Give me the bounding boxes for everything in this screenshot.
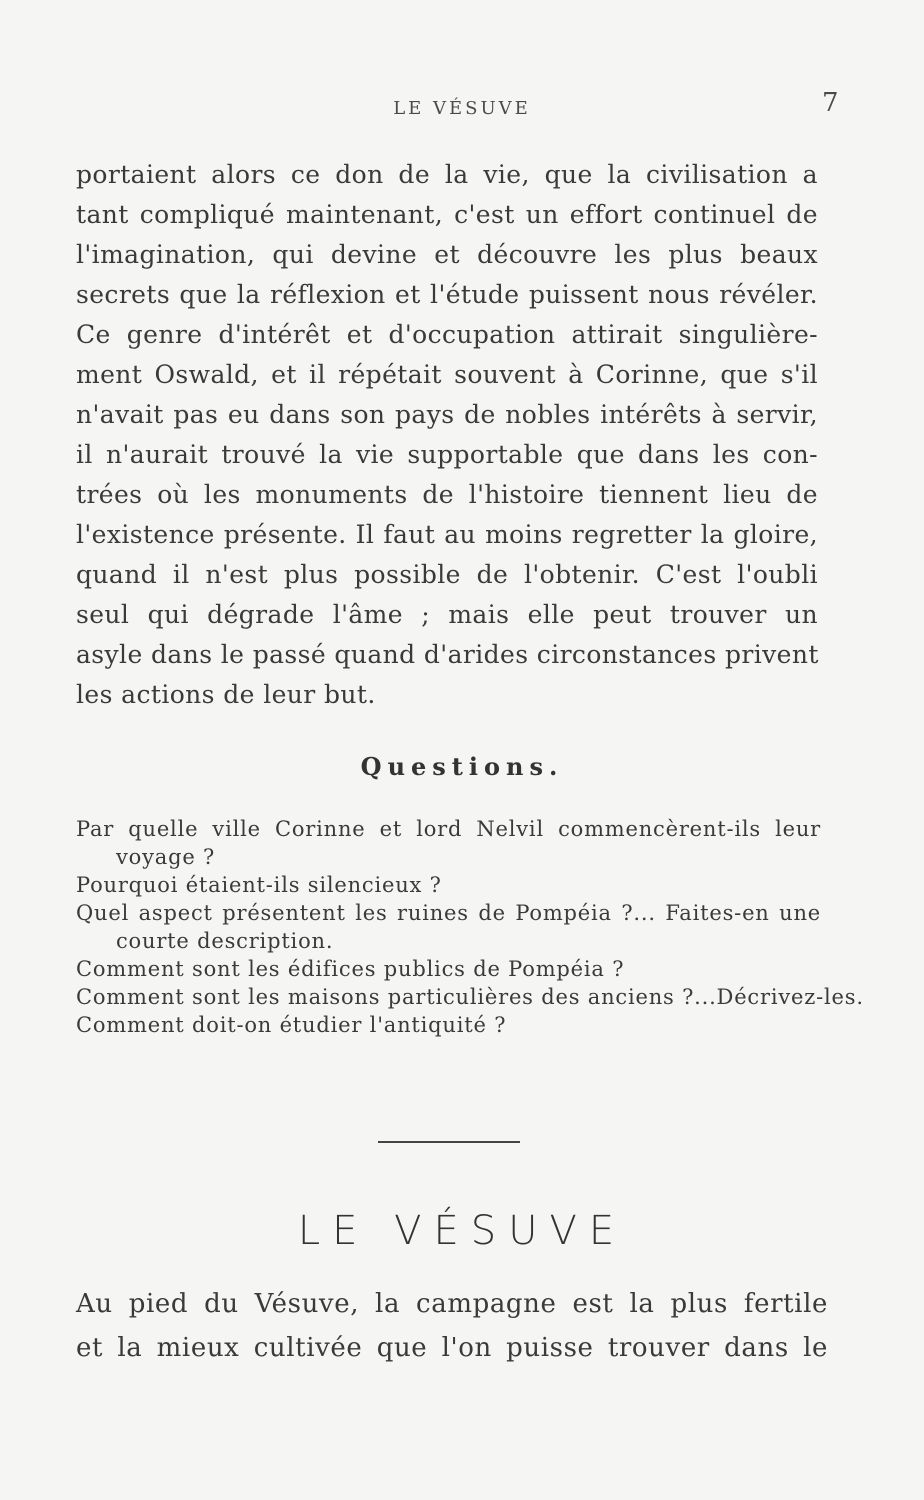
text-line: seul qui dégrade l'âme ; mais elle peut trouver un (76, 600, 818, 629)
question-line: Pourquoi étaient-ils silencieux ? (76, 873, 442, 897)
text-line: l'existence présente. Il faut au moins regretter la gloire, (76, 520, 818, 549)
running-head: LE VÉSUVE (393, 98, 531, 119)
text-line: il n'aurait trouvé la vie supportable que dans les con- (76, 440, 818, 469)
question-line: Comment sont les édifices publics de Pompéia ? (76, 957, 625, 981)
text-line: et la mieux cultivée que l'on puisse trouver dans le (76, 1333, 828, 1363)
questions-heading: Questions. (360, 752, 564, 781)
text-line: quand il n'est plus possible de l'obtenir. C'est l'oubli (76, 560, 818, 589)
text-line: l'imagination, qui devine et découvre les plus beaux (76, 240, 818, 269)
question-line: courte description. (116, 929, 334, 953)
question-line: Par quelle ville Corinne et lord Nelvil commencèrent-ils leur (76, 817, 821, 841)
text-line: Au pied du Vésuve, la campagne est la plus fertile (76, 1289, 828, 1319)
text-line: trées où les monuments de l'histoire tiennent lieu de (76, 480, 818, 509)
text-line: asyle dans le passé quand d'arides circonstances privent (76, 640, 819, 669)
questions-list (76, 815, 864, 1039)
text-line: n'avait pas eu dans son pays de nobles intérêts à servir, (76, 400, 818, 429)
chapter-paragraph (76, 1282, 828, 1370)
text-line: ment Oswald, et il répétait souvent à Corinne, que s'il (76, 360, 818, 389)
question-line: voyage ? (116, 845, 216, 869)
chapter-title: LE VÉSUVE (297, 1208, 627, 1254)
section-divider (378, 1141, 520, 1143)
text-line: Ce genre d'intérêt et d'occupation attirait singulière- (76, 320, 818, 349)
body-paragraph (76, 155, 818, 715)
page-number: 7 (822, 88, 839, 118)
question-line: Quel aspect présentent les ruines de Pompéia ?... Faites-en une (76, 901, 821, 925)
text-line: portaient alors ce don de la vie, que la civilisation a (76, 160, 818, 189)
text-line: secrets que la réflexion et l'étude puissent nous révéler. (76, 280, 818, 309)
question-line: Comment sont les maisons particulières des anciens ?...Décrivez-les. (76, 985, 864, 1009)
text-line: tant compliqué maintenant, c'est un effort continuel de (76, 200, 818, 229)
text-line: les actions de leur but. (76, 680, 376, 709)
question-line: Comment doit-on étudier l'antiquité ? (76, 1013, 507, 1037)
